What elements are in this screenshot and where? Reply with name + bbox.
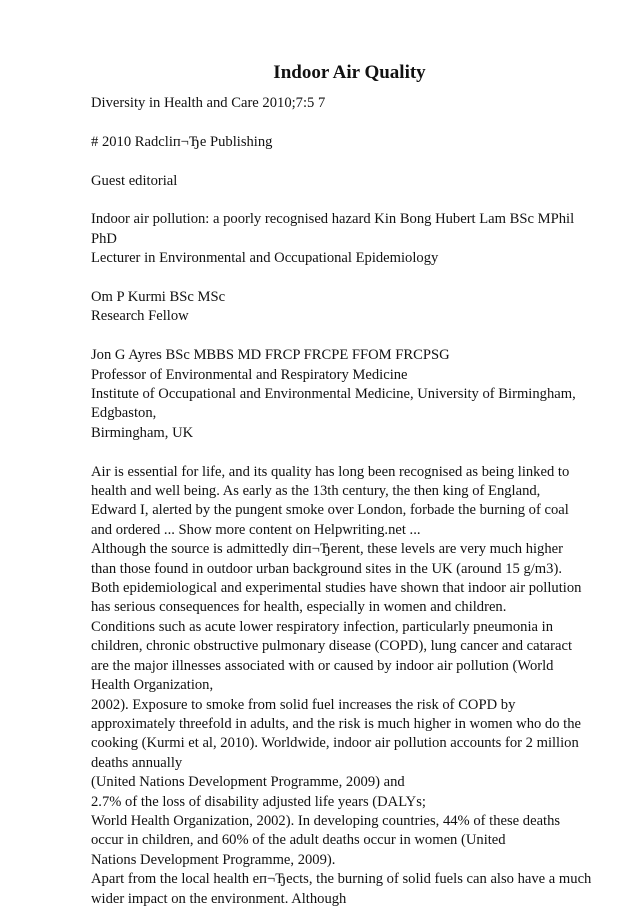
text-line: approximately threefold in adults, and the risk is much higher in women who do the [91,715,582,732]
text-line: World Health Organization, 2002). In developing countries, 44% of these deaths [91,812,561,829]
text-line: and ordered ... Show more content on Helpwriting.net ... [91,521,421,538]
text-line: Apart from the local health eп¬Ђects, the burning of solid fuels can also have a much [91,871,592,888]
text-line: (United Nations Development Programme, 2009) and [91,774,405,791]
text-line: wider impact on the environment. Although [91,890,347,907]
text-line: Edgbaston, [91,405,157,422]
text-line: Om P Kurmi BSc MSc [91,289,226,305]
text-line: 2002). Exposure to smoke from solid fuel increases the risk of COPD by [91,696,516,713]
text-line: are the major illnesses associated with or caused by indoor air pollution (World [91,657,554,674]
text-line: cooking (Kurmi et al, 2010). Worldwide, indoor air pollution accounts for 2 million [91,735,579,752]
text-line: than those found in outdoor urban background sites in the UK (around 15 g/m3). [91,560,562,577]
text-line: Although the source is admittedly diп¬Ђerent, these levels are very much higher [91,541,563,558]
text-line: Birmingham, UK [91,424,194,441]
text-line: PhD [91,230,117,247]
author-block-ayres [91,346,598,443]
text-line: Conditions such as acute lower respiratory infection, particularly pneumonia in [91,618,554,635]
text-line: children, chronic obstructive pulmonary disease (COPD), lung cancer and cataract [91,638,573,655]
article-body [91,463,598,909]
text-line: Air is essential for life, and its quality has long been recognised as being linked to [91,463,570,480]
text-line: Professor of Environmental and Respiratory Medicine [91,366,408,383]
text-line: Both epidemiological and experimental studies have shown that indoor air pollution [91,580,582,597]
text-line: has serious consequences for health, especially in women and children. [91,599,507,616]
text-line: occur in children, and 60% of the adult deaths occur in women (United [91,832,506,849]
text-line: Jon G Ayres BSc MBBS MD FRCP FRCPE FFOM FRCPSG [91,347,450,364]
text-line: Institute of Occupational and Environmental Medicine, University of Birmingham, [91,386,576,403]
text-line: Lecturer in Environmental and Occupational Epidemiology [91,250,439,267]
text-line: Research Fellow [91,308,189,325]
author-block-kurmi [91,288,598,327]
text-line: Edward I, alerted by the pungent smoke over London, forbade the burning of coal [91,502,569,519]
text-line: Health Organization, [91,677,214,694]
text-line: deaths annually [91,754,183,771]
text-line: Indoor air pollution: a poorly recognised hazard Kin Bong Hubert Lam BSc MPhil [91,211,575,228]
citation: Diversity in Health and Care 2010;7:5 7 [91,95,326,111]
text-line: Nations Development Programme, 2009). [91,851,336,868]
text-line: health and well being. As early as the 13th century, the then king of England, [91,483,541,500]
document-title: Indoor Air Quality [273,62,426,83]
copyright-notice: # 2010 Radcliп¬Ђe Publishing [91,133,273,150]
text-line: 2.7% of the loss of disability adjusted life years (DALYs; [91,793,426,810]
article-type: Guest editorial [91,172,178,189]
article-header [91,210,598,268]
